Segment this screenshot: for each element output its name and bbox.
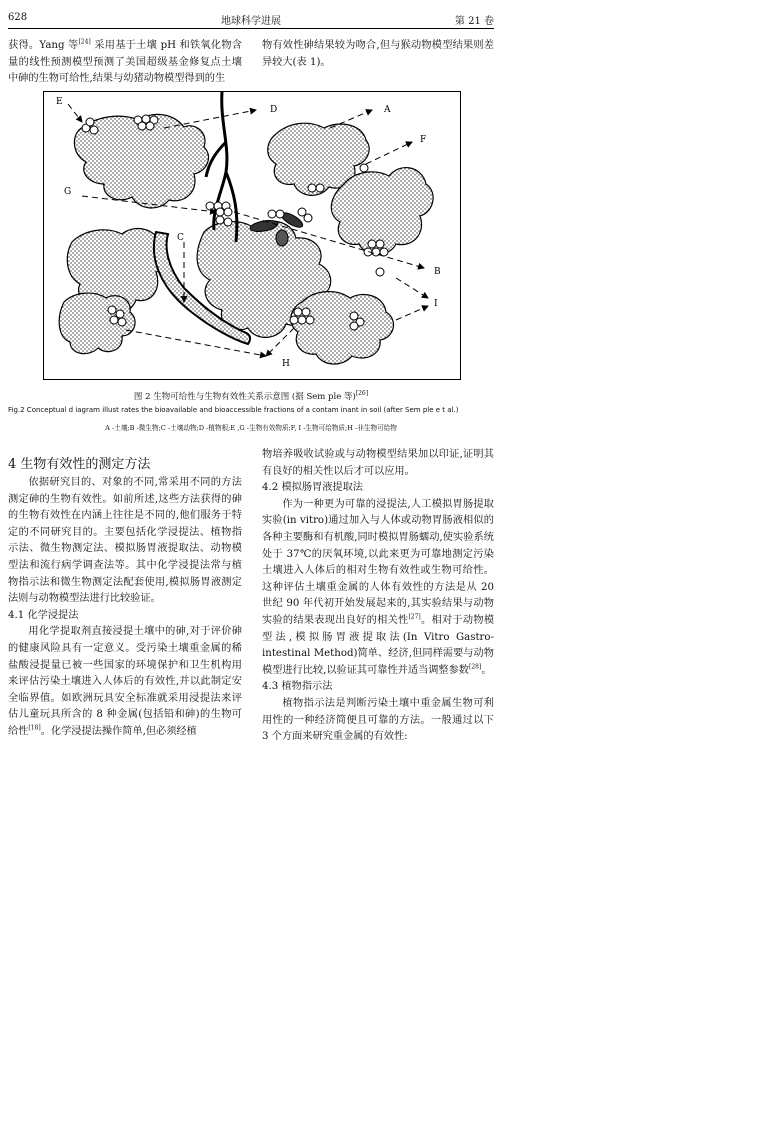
figure-caption-en: Fig.2 Conceptual d iagram illust rates the bioavailable and bioaccessible fractions of a contam inant in soil (after Sem ple e t al.) <box>8 406 459 414</box>
soil-aggregate-lower-right <box>291 292 394 364</box>
ref-18: [18] <box>28 724 41 732</box>
subsection-4-2: 4.2 模拟肠胃液提取法 <box>262 482 363 494</box>
ref-27: [27] <box>408 613 421 621</box>
figure-caption-cn: 图 2 生物可给性与生物有效性关系示意图 (据 Sem ple 等)[26] <box>133 390 369 402</box>
ref-26: [26] <box>355 390 369 398</box>
top-left-text <box>8 38 242 88</box>
right-paragraph-1: 作为一种更为可靠的浸提法,人工模拟胃肠提取实验(in vitro)通过加入与人体或动物胃肠液相似的各种主要酶和有机酸,同时模拟胃肠蠕动,使实验系统处于 37℃的厌氧环境,以此来更为可靠地测定污染土壤进入人体后的相对生物有效性或生物可给性。这种评估土壤重金属的人体有效性的方法是从 20 世纪 90 年代初开始发展起来的,其实验结果与动物实验的结果表现出良好的相关性[27]。相对于动物模型法,模拟肠胃液提取法(In Vitro Gastro-intestinal Method)简单、经济,但同样需要与动物模型进行比较,以验证其可靠性并适当调整参数[28]。 <box>262 498 495 676</box>
label-e: E <box>56 97 63 107</box>
figure-2 <box>43 91 461 380</box>
running-header <box>8 12 494 29</box>
label-h: H <box>282 359 290 369</box>
top-left-part2: 采用基于土壤 pH 和铁氧化物含量的线性预测模型预测了美国超级基金修复点土壤中砷的生物可给性,结果与幼猪动物模型得到的生 <box>8 40 242 85</box>
section-4-title: 4 生物有效性的测定方法 <box>8 457 151 472</box>
subsection-4-3: 4.3 植物指示法 <box>262 681 333 693</box>
right-paragraph-0: 物培养吸收试验或与动物模型结果加以印证,证明其有良好的相关性以后才可以应用。 <box>262 449 494 477</box>
label-c: C <box>177 233 184 243</box>
page-number: 628 <box>8 12 28 23</box>
label-f: F <box>420 135 427 145</box>
label-i: I <box>434 299 438 309</box>
top-right-text: 物有效性砷结果较为吻合,但与猴动物模型结果则差异较大(表 1)。 <box>262 40 494 68</box>
label-d: D <box>270 105 278 115</box>
journal-name: 地球科学进展 <box>221 16 281 27</box>
left-paragraph-2: 用化学提取剂直接浸提土壤中的砷,对于评价砷的健康风险具有一定意义。受污染土壤重金属的稀盐酸浸提量已被一些国家的环境保护和卫生机构用来评估污染土壤进入人体后的有效性,并以此制定安全临界值。如欧洲玩具安全标准就采用浸提法来评估儿童玩具所含的 8 种金属(包括铅和砷)的生物可给性[18]。化学浸提法操作简单,但必须经植 <box>8 626 242 737</box>
left-column <box>8 455 242 741</box>
right-paragraph-2: 植物指示法是判断污染土壤中重金属生物可利用性的一种经济简便且可靠的方法。一般通过以下 3 个方面来研究重金属的有效性: <box>262 697 494 743</box>
figure-legend: A -土壤;B -微生物;C -土壤动物;D -植物根;E ,G -生物有效物质;F, I -生物可给物质;H -非生物可给物 <box>105 424 397 432</box>
left-paragraph-1: 依据研究目的、对象的不同,常采用不同的方法测定砷的生物有效性。如前所述,这些方法获得的砷的生物有效性在内涵上往往是不同的,他们服务于特定的不同研究目的。主要包括化学浸提法、植物指示法、微生物测定法、模拟肠胃液提取法、动物模型法和流行病学调查法等。其中化学浸提法常与植物指示法和微生物测定法配套使用,模拟肠胃液测定法则与动物模型法进行比较验证。 <box>8 477 242 605</box>
label-b: B <box>434 267 441 277</box>
right-column <box>262 447 494 746</box>
volume-number: 第 21 卷 <box>454 16 494 27</box>
label-a: A <box>384 105 391 115</box>
top-left-part1: 获得。Yang 等 <box>8 40 79 51</box>
ref-28: [28] <box>469 663 482 671</box>
figure-2-diagram <box>44 92 460 379</box>
subsection-4-1: 4.1 化学浸提法 <box>8 609 79 621</box>
label-g: G <box>64 187 72 197</box>
ref-24: [24] <box>78 38 91 46</box>
